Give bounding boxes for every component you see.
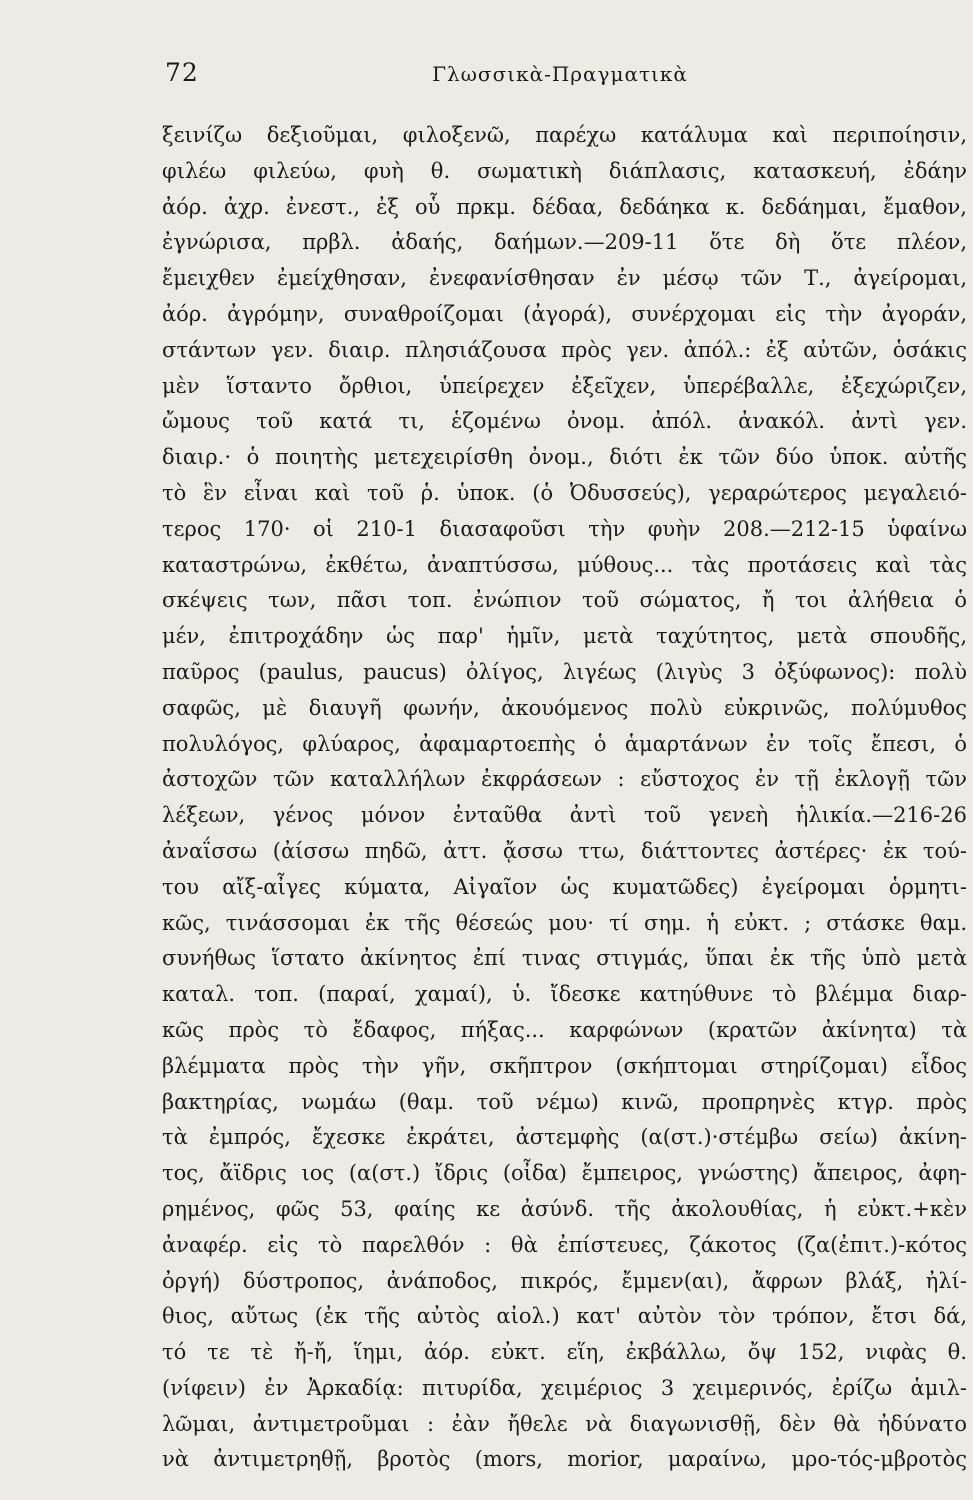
text-line: βακτηρίας, νωμάω (θαμ. τοῦ νέμω) κινῶ, προπρηνὲς κτγρ. πρὸς	[162, 1089, 967, 1114]
text-line: διαιρ.· ὁ ποιητὴς μετεχειρίσθη ὀνομ., διότι ἐκ τῶν δύο ὑποκ. αὐτῆς	[162, 445, 967, 470]
text-line: ἀόρ. ἀχρ. ἐνεστ., ἐξ οὗ πρκμ. δέδαα, δεδάηκα κ. δεδάημαι, ἔμαθον,	[162, 194, 967, 219]
text-line: παῦρος (paulus, paucus) ὀλίγος, λιγέως (λιγὺς 3 ὀξύφωνος): πολὺ	[162, 659, 967, 684]
text-line: του αἴξ-αἶγες κύματα, Αἰγαῖον ὡς κυματῶδες) ἐγείρομαι ὁρμητι-	[162, 874, 967, 899]
text-line: τό τε τὲ ἤ-ἤ, ἵημι, ἀόρ. εὐκτ. εἵη, ἐκβάλλω, ὄψ 152, νιφὰς θ.	[162, 1340, 967, 1365]
text-line: καταλ. τοπ. (παραί, χαμαί), ὑ. ἴδεσκε κατηύθυνε τὸ βλέμμα διαρ-	[162, 982, 967, 1007]
text-line: ξεινίζω δεξιοῦμαι, φιλοξενῶ, παρέχω κατάλυμα καὶ περιποίησιν,	[162, 123, 967, 147]
text-line: ὀργή) δύστροπος, ἀνάποδος, πικρός, ἔμμεν(αι), ἄφρων βλάξ, ἠλί-	[162, 1268, 967, 1293]
text-line: κῶς, τινάσσομαι ἐκ τῆς θέσεώς μου· τί σημ. ἡ εὐκτ. ; στάσκε θαμ.	[162, 910, 967, 935]
text-line: καταστρώνω, ἐκθέτω, ἀναπτύσσω, μύθους... τὰς προτάσεις καὶ τὰς	[162, 552, 967, 577]
text-line: (νίφειν) ἐν Ἀρκαδίᾳ: πιτυρίδα, χειμέριος 3 χειμερινός, ἐρίζω ἁμιλ-	[162, 1375, 967, 1400]
text-line: σαφῶς, μὲ διαυγῆ φωνήν, ἀκουόμενος πολὺ εὐκρινῶς, πολύμυθος	[162, 695, 967, 720]
text-line: πολυλόγος, φλύαρος, ἀφαμαρτοεπὴς ὁ ἁμαρτάνων ἐν τοῖς ἔπεσι, ὁ	[162, 731, 967, 756]
text-line: μὲν ἵσταντο ὄρθιοι, ὑπείρεχεν ἐξεῖχεν, ὑπερέβαλλε, ἐξεχώριζεν,	[162, 373, 967, 398]
running-head	[165, 58, 955, 98]
text-line: νὰ ἀντιμετρηθῇ, βροτὸς (mors, morior, μαραίνω, μρο-τός-μβροτὸς	[162, 1447, 967, 1472]
text-line: τος, ἄϊδρις ιος (α(στ.) ἴδρις (οἶδα) ἔμπειρος, γνώστης) ἄπειρος, ἀφη-	[162, 1161, 967, 1186]
text-line: βλέμματα πρὸς τὴν γῆν, σκῆπτρον (σκήπτομαι στηρίζομαι) εἶδος	[162, 1053, 967, 1078]
text-line: θιος, αὔτως (ἐκ τῆς αὐτὸς αἰολ.) κατ' αὐτὸν τὸν τρόπον, ἔτσι δά,	[162, 1304, 967, 1329]
text-line: τὰ ἐμπρός, ἔχεσκε ἐκράτει, ἀστεμφὴς (α(στ.)·στέμβω σείω) ἀκίνη-	[162, 1125, 967, 1150]
text-line: λέξεων, γένος μόνον ἐνταῦθα ἀντὶ τοῦ γενεὴ ἡλικία.—216-26	[162, 803, 967, 828]
body-text	[162, 118, 967, 1478]
text-line: τὸ ἓν εἶναι καὶ τοῦ ῥ. ὑποκ. (ὁ Ὀδυσσεύς), γεραρώτερος μεγαλειό-	[162, 480, 967, 505]
text-line: ἀόρ. ἀγρόμην, συναθροίζομαι (ἀγορά), συνέρχομαι εἰς τὴν ἀγοράν,	[162, 301, 967, 326]
text-line: ὤμους τοῦ κατά τι, ἑζομένω ὀνομ. ἀπόλ. ἀνακόλ. ἀντὶ γεν.	[162, 409, 967, 434]
text-line: ἀναφέρ. εἰς τὸ παρελθόν : θὰ ἐπίστευες, ζάκοτος (ζα(ἐπιτ.)-κότος	[162, 1232, 967, 1257]
text-line: φιλέω φιλεύω, φυὴ θ. σωματικὴ διάπλασις, κατασκευή, ἐδάην	[162, 158, 967, 183]
text-line: κῶς πρὸς τὸ ἔδαφος, πήξας... καρφώνων (κρατῶν ἀκίνητα) τὰ	[162, 1017, 967, 1042]
text-line: λῶμαι, ἀντιμετροῦμαι : ἐὰν ἤθελε νὰ διαγωνισθῇ, δὲν θὰ ἠδύνατο	[162, 1411, 967, 1436]
text-line: μέν, ἐπιτροχάδην ὡς παρ' ἡμῖν, μετὰ ταχύτητος, μετὰ σπουδῆς,	[162, 624, 967, 649]
text-line: στάντων γεν. διαιρ. πλησιάζουσα πρὸς γεν. ἀπόλ.: ἐξ αὐτῶν, ὁσάκις	[162, 337, 967, 362]
text-line: ἔμειχθεν ἐμείχθησαν, ἐνεφανίσθησαν ἐν μέσῳ τῶν Τ., ἀγείρομαι,	[162, 266, 967, 291]
text-line: ἀναΐσσω (ἀίσσω πηδῶ, ἀττ. ᾄσσω ττω, διάττοντες ἀστέρες· ἐκ τού-	[162, 838, 967, 863]
text-line: ἀστοχῶν τῶν καταλλήλων ἐκφράσεων : εὔστοχος ἐν τῇ ἐκλογῇ τῶν	[162, 767, 967, 792]
text-line: ρημένος, φῶς 53, φαίης κε ἀσύνδ. τῆς ἀκολουθίας, ἡ εὐκτ.+κὲν	[162, 1196, 967, 1221]
text-line: συνήθως ἵστατο ἀκίνητος ἐπί τινας στιγμάς, ὕπαι ἐκ τῆς ὑπὸ μετὰ	[162, 946, 967, 971]
text-line: τερος 170· οἱ 210-1 διασαφοῦσι τὴν φυὴν 208.—212-15 ὑφαίνω	[162, 516, 967, 541]
text-line: ἐγνώρισα, πρβλ. ἀδαής, δαήμων.—209-11 ὅτε δὴ ὅτε πλέον,	[162, 230, 967, 255]
page-number: 72	[165, 58, 199, 87]
running-title: Γλωσσικὰ-Πραγματικὰ	[432, 62, 688, 86]
text-line: σκέψεις των, πᾶσι τοπ. ἐνώπιον τοῦ σώματος, ἤ τοι ἀλήθεια ὁ	[162, 588, 967, 613]
